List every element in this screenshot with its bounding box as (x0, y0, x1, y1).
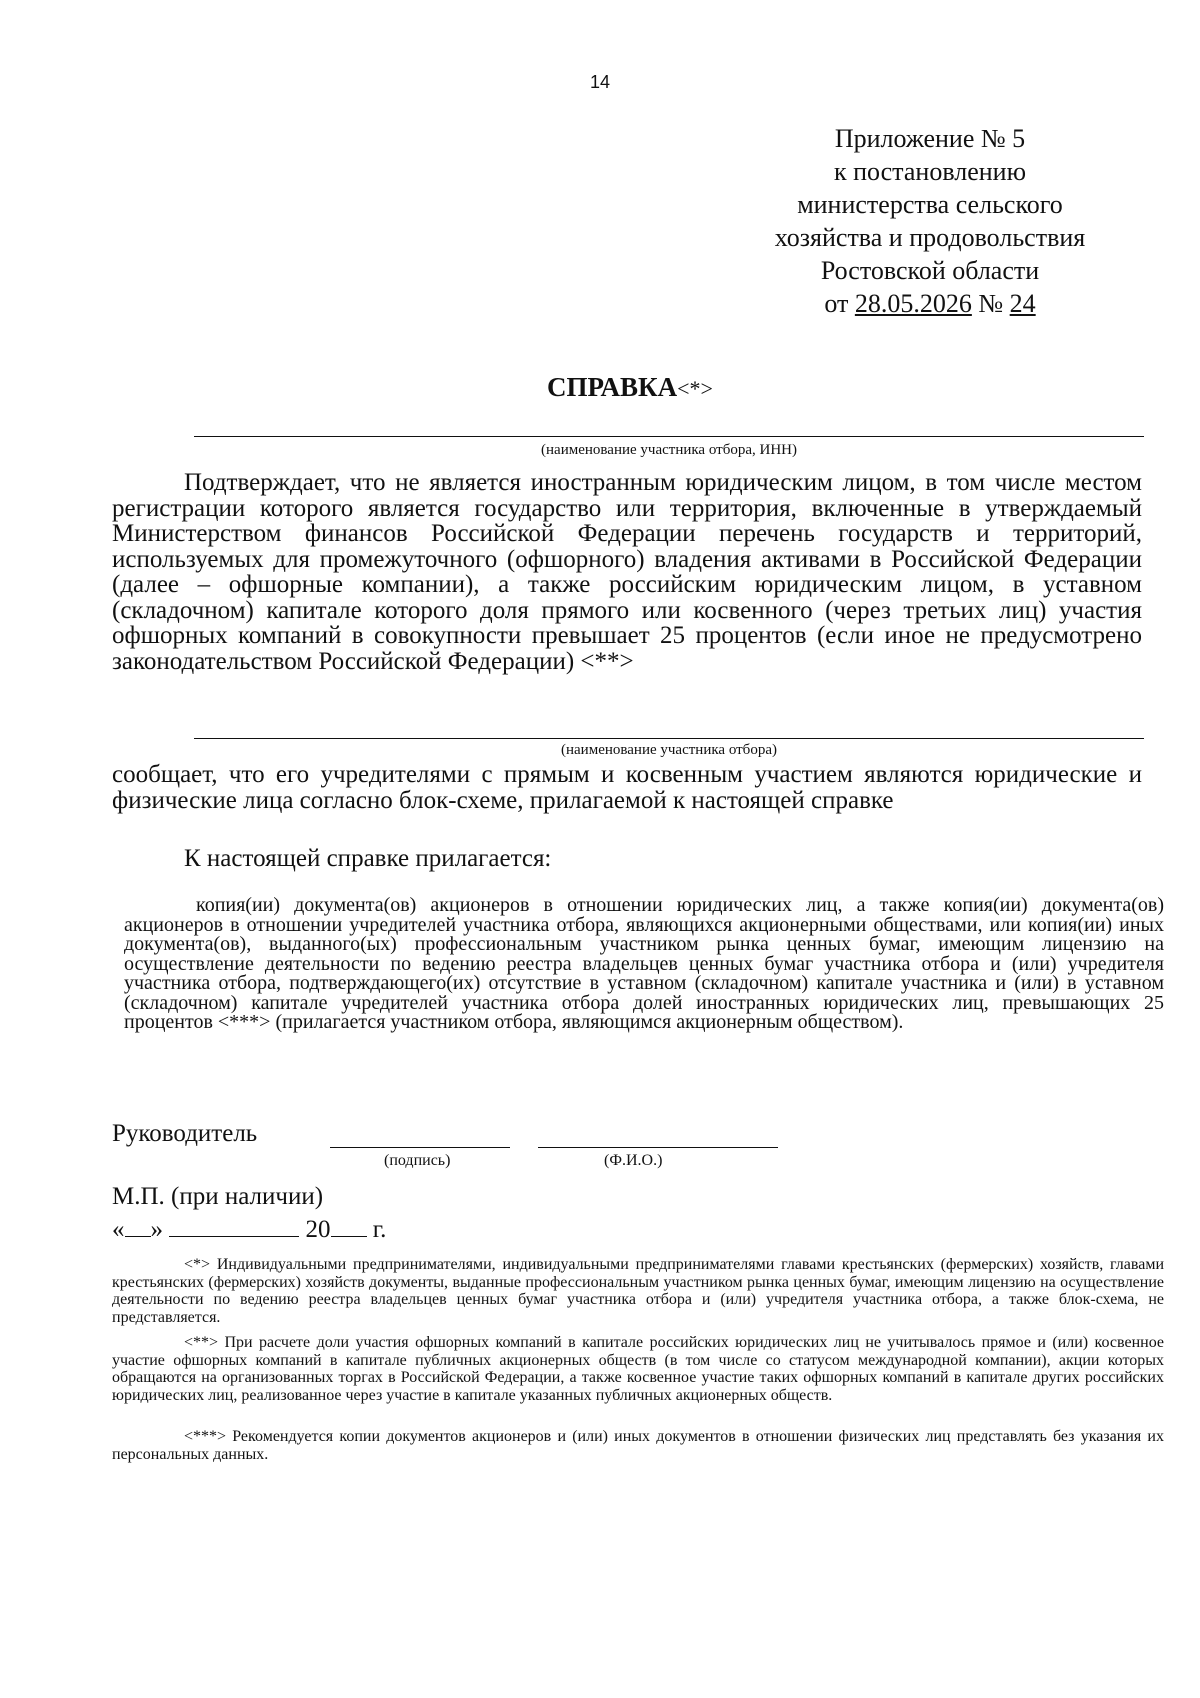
annex-number: 24 (1009, 289, 1036, 318)
footnote-2 (112, 1334, 1164, 1404)
title-text: СПРАВКА (547, 372, 678, 402)
attached-heading (112, 846, 1142, 872)
annex-date: 28.05.2026 (854, 289, 972, 318)
annex-line: министерства сельского (797, 190, 1063, 219)
year-blank (331, 1214, 367, 1237)
footnote-3-text: <***> Рекомендуется копии документов акционеров и (или) иных документов в отношении физических лиц представлять без указания их персональных данных. (112, 1428, 1164, 1463)
attached-text: копия(ии) документа(ов) акционеров в отношении юридических лиц, а также копия(ии) документа(ов) акционеров в отношении учредителей участника отбора, являющихся акционерными обществами, или копия(ии) иных документа(ов), выданного(ых) профессиональным участником рынка ценных бумаг, имеющим лицензию на осуществление деятельности по ведению реестра владельцев ценных бумаг участника отбора и (или) учредителя участника отбора, подтверждающего(их) отсутствие в уставном (складочном) капитале участника и (или) в уставном (складочном) капитале учредителей участника отбора долей иностранных юридических лиц, превышающих 25 процентов <***> (прилагается участником отбора, являющимся акционерным обществом). (124, 894, 1164, 1033)
date-row (112, 1214, 386, 1244)
annex-header (700, 122, 1160, 320)
signature-caption: (подпись) (384, 1152, 451, 1169)
founders-text: сообщает, что его учредителями с прямым и косвенным участием являются юридические и физические лица согласно блок-схеме, прилагаемой к настоящей справке (112, 761, 1142, 814)
signature-label: Руководитель (112, 1120, 258, 1147)
date-close-quote: » (150, 1216, 163, 1243)
participant-name-caption: (наименование участника отбора, ИНН) (541, 442, 797, 458)
annex-number-prefix: № (971, 289, 1010, 318)
page-number: 14 (589, 72, 611, 92)
attached-paragraph (124, 896, 1164, 1033)
participant-name-line (194, 436, 1144, 437)
annex-date-line (700, 287, 1160, 320)
day-blank (125, 1214, 151, 1237)
confirmation-text: Подтверждает, что не является иностранным юридическим лицом, в том числе местом регистрации которого является государство или территория, включенные в утверждаемый Министерством финансов Российской Федерации перечень государств и территорий, используемых для промежуточного (офшорного) владения активами в Российской Федерации (далее – офшорные компании), а также российским юридическим лицом, в уставном (складочном) капитале которого доля прямого или косвенного (через третьих лиц) участия офшорных компаний в совокупности превышает 25 процентов (если иное не предусмотрено законодательством Российской Федерации) <**> (112, 469, 1142, 675)
participant-name-caption-2: (наименование участника отбора) (561, 742, 777, 758)
annex-line: хозяйства и продовольствия (774, 223, 1086, 252)
attached-heading-text: К настоящей справке прилагается: (184, 845, 552, 872)
annex-line: Приложение № 5 (834, 124, 1026, 153)
month-blank (169, 1214, 299, 1237)
date-open-quote: « (112, 1216, 125, 1243)
annex-line: к постановлению (833, 157, 1027, 186)
stamp-label: М.П. (при наличии) (112, 1183, 324, 1210)
title-footnote-mark: <*> (677, 376, 713, 401)
annex-line: Ростовской области (820, 256, 1040, 285)
full-name-line (538, 1147, 778, 1148)
year-prefix: 20 (305, 1216, 331, 1243)
document-title (0, 372, 1200, 403)
annex-date-prefix: от (824, 289, 855, 318)
founders-paragraph (112, 762, 1142, 813)
signature-line (330, 1147, 510, 1148)
footnote-2-text: <**> При расчете доли участия офшорных компаний в капитале российских юридических лиц не учитывалось прямое и (или) косвенное участие офшорных компаний в капитале публичных акционерных обществ (в том числе со статусом международной компании), акции которых обращаются на организованных торгах в Российской Федерации, а также косвенное участие таких офшорных компаний в капитале других российских юридических лиц, реализованное через участие в капитале указанных публичных акционерных обществ. (112, 1334, 1164, 1404)
footnote-1 (112, 1256, 1164, 1326)
year-suffix: г. (372, 1216, 387, 1243)
footnote-3 (112, 1428, 1164, 1463)
full-name-caption: (Ф.И.О.) (604, 1152, 663, 1169)
footnote-1-text: <*> Индивидуальными предпринимателями, индивидуальными предпринимателями главами крестьянских (фермерских) хозяйств, главами крестьянских (фермерских) хозяйств документы, выданные профессиональным участником рынка ценных бумаг, имеющим лицензию на осуществление деятельности по ведению реестра владельцев ценных бумаг участника отбора и (или) учредителя участника отбора, а также блок-схема, не представляется. (112, 1256, 1164, 1326)
confirmation-paragraph (112, 470, 1142, 674)
participant-name-line-2 (194, 738, 1144, 739)
